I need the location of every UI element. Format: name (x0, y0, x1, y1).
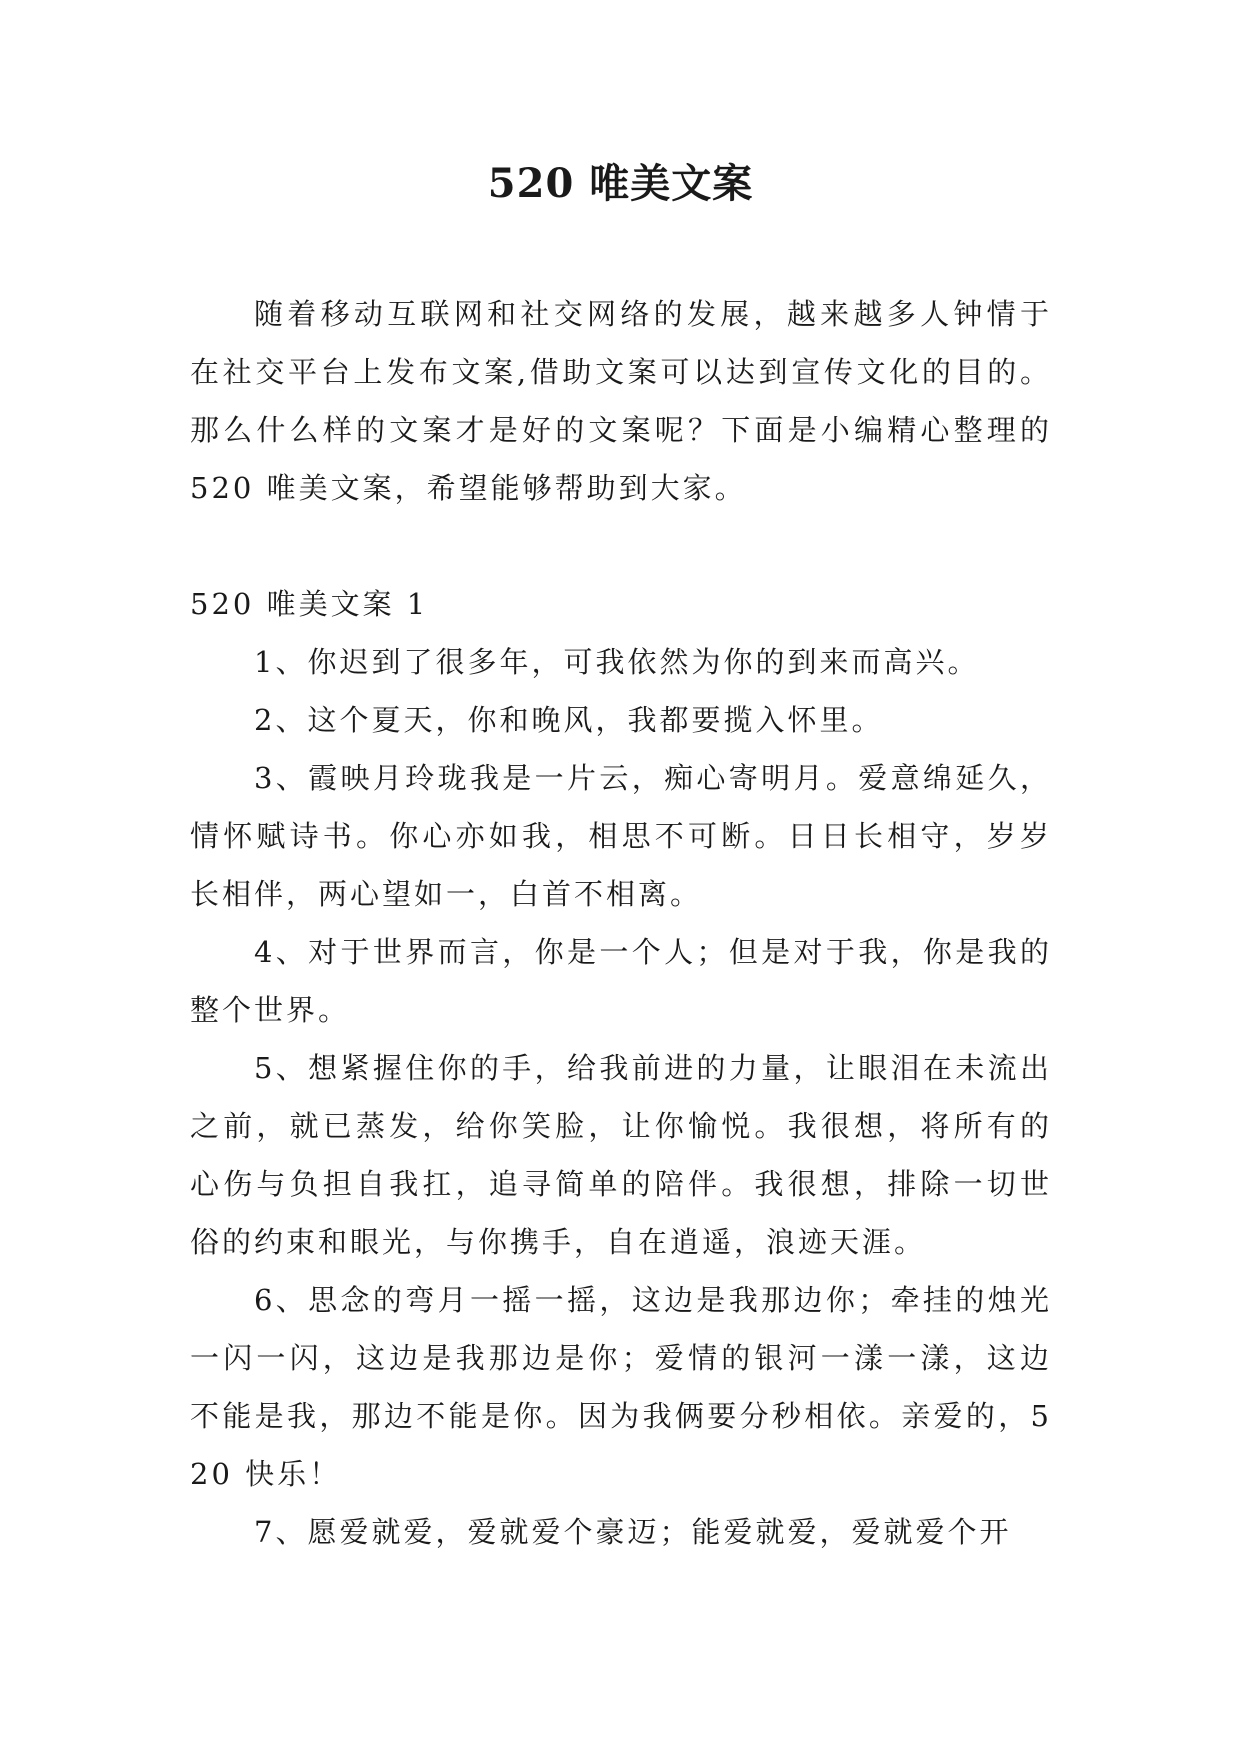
list-item-4: 4、对于世界而言，你是一个人；但是对于我，你是我的整个世界。 (190, 935, 1052, 1027)
list-item-3: 3、霞映月玲珑我是一片云，痴心寄明月。爱意绵延久，情怀赋诗书。你心亦如我，相思不可断。日日长相守，岁岁长相伴，两心望如一，白首不相离。 (190, 761, 1052, 911)
list-item-7: 7、愿爱就爱，爱就爱个豪迈；能爱就爱，爱就爱个开 (254, 1515, 1012, 1549)
list-item-6: 6、思念的弯月一摇一摇，这边是我那边你；牵挂的烛光一闪一闪，这边是我那边是你；爱情的银河一漾一漾，这边不能是我，那边不能是你。因为我俩要分秒相依。亲爱的，520 快乐！ (190, 1283, 1052, 1491)
section-heading: 520 唯美文案 1 (190, 587, 429, 621)
list-item-5: 5、想紧握住你的手，给我前进的力量，让眼泪在未流出之前，就已蒸发，给你笑脸，让你愉悦。我很想，将所有的心伤与负担自我扛，追寻简单的陪伴。我很想，排除一切世俗的约束和眼光，与你携手，自在逍遥，浪迹天涯。 (190, 1051, 1052, 1259)
document-body (190, 285, 1052, 1561)
list-item-1: 1、你迟到了很多年，可我依然为你的到来而高兴。 (254, 645, 980, 679)
list-item-2: 2、这个夏天，你和晚风，我都要揽入怀里。 (254, 703, 884, 737)
paragraph-spacer (190, 517, 1052, 575)
intro-paragraph: 随着移动互联网和社交网络的发展，越来越多人钟情于在社交平台上发布文案,借助文案可以达到宣传文化的目的。那么什么样的文案才是好的文案呢？下面是小编精心整理的 520 唯美文案，希望能够帮助到大家。 (190, 297, 1052, 505)
document-title: 520 唯美文案 (487, 160, 754, 207)
